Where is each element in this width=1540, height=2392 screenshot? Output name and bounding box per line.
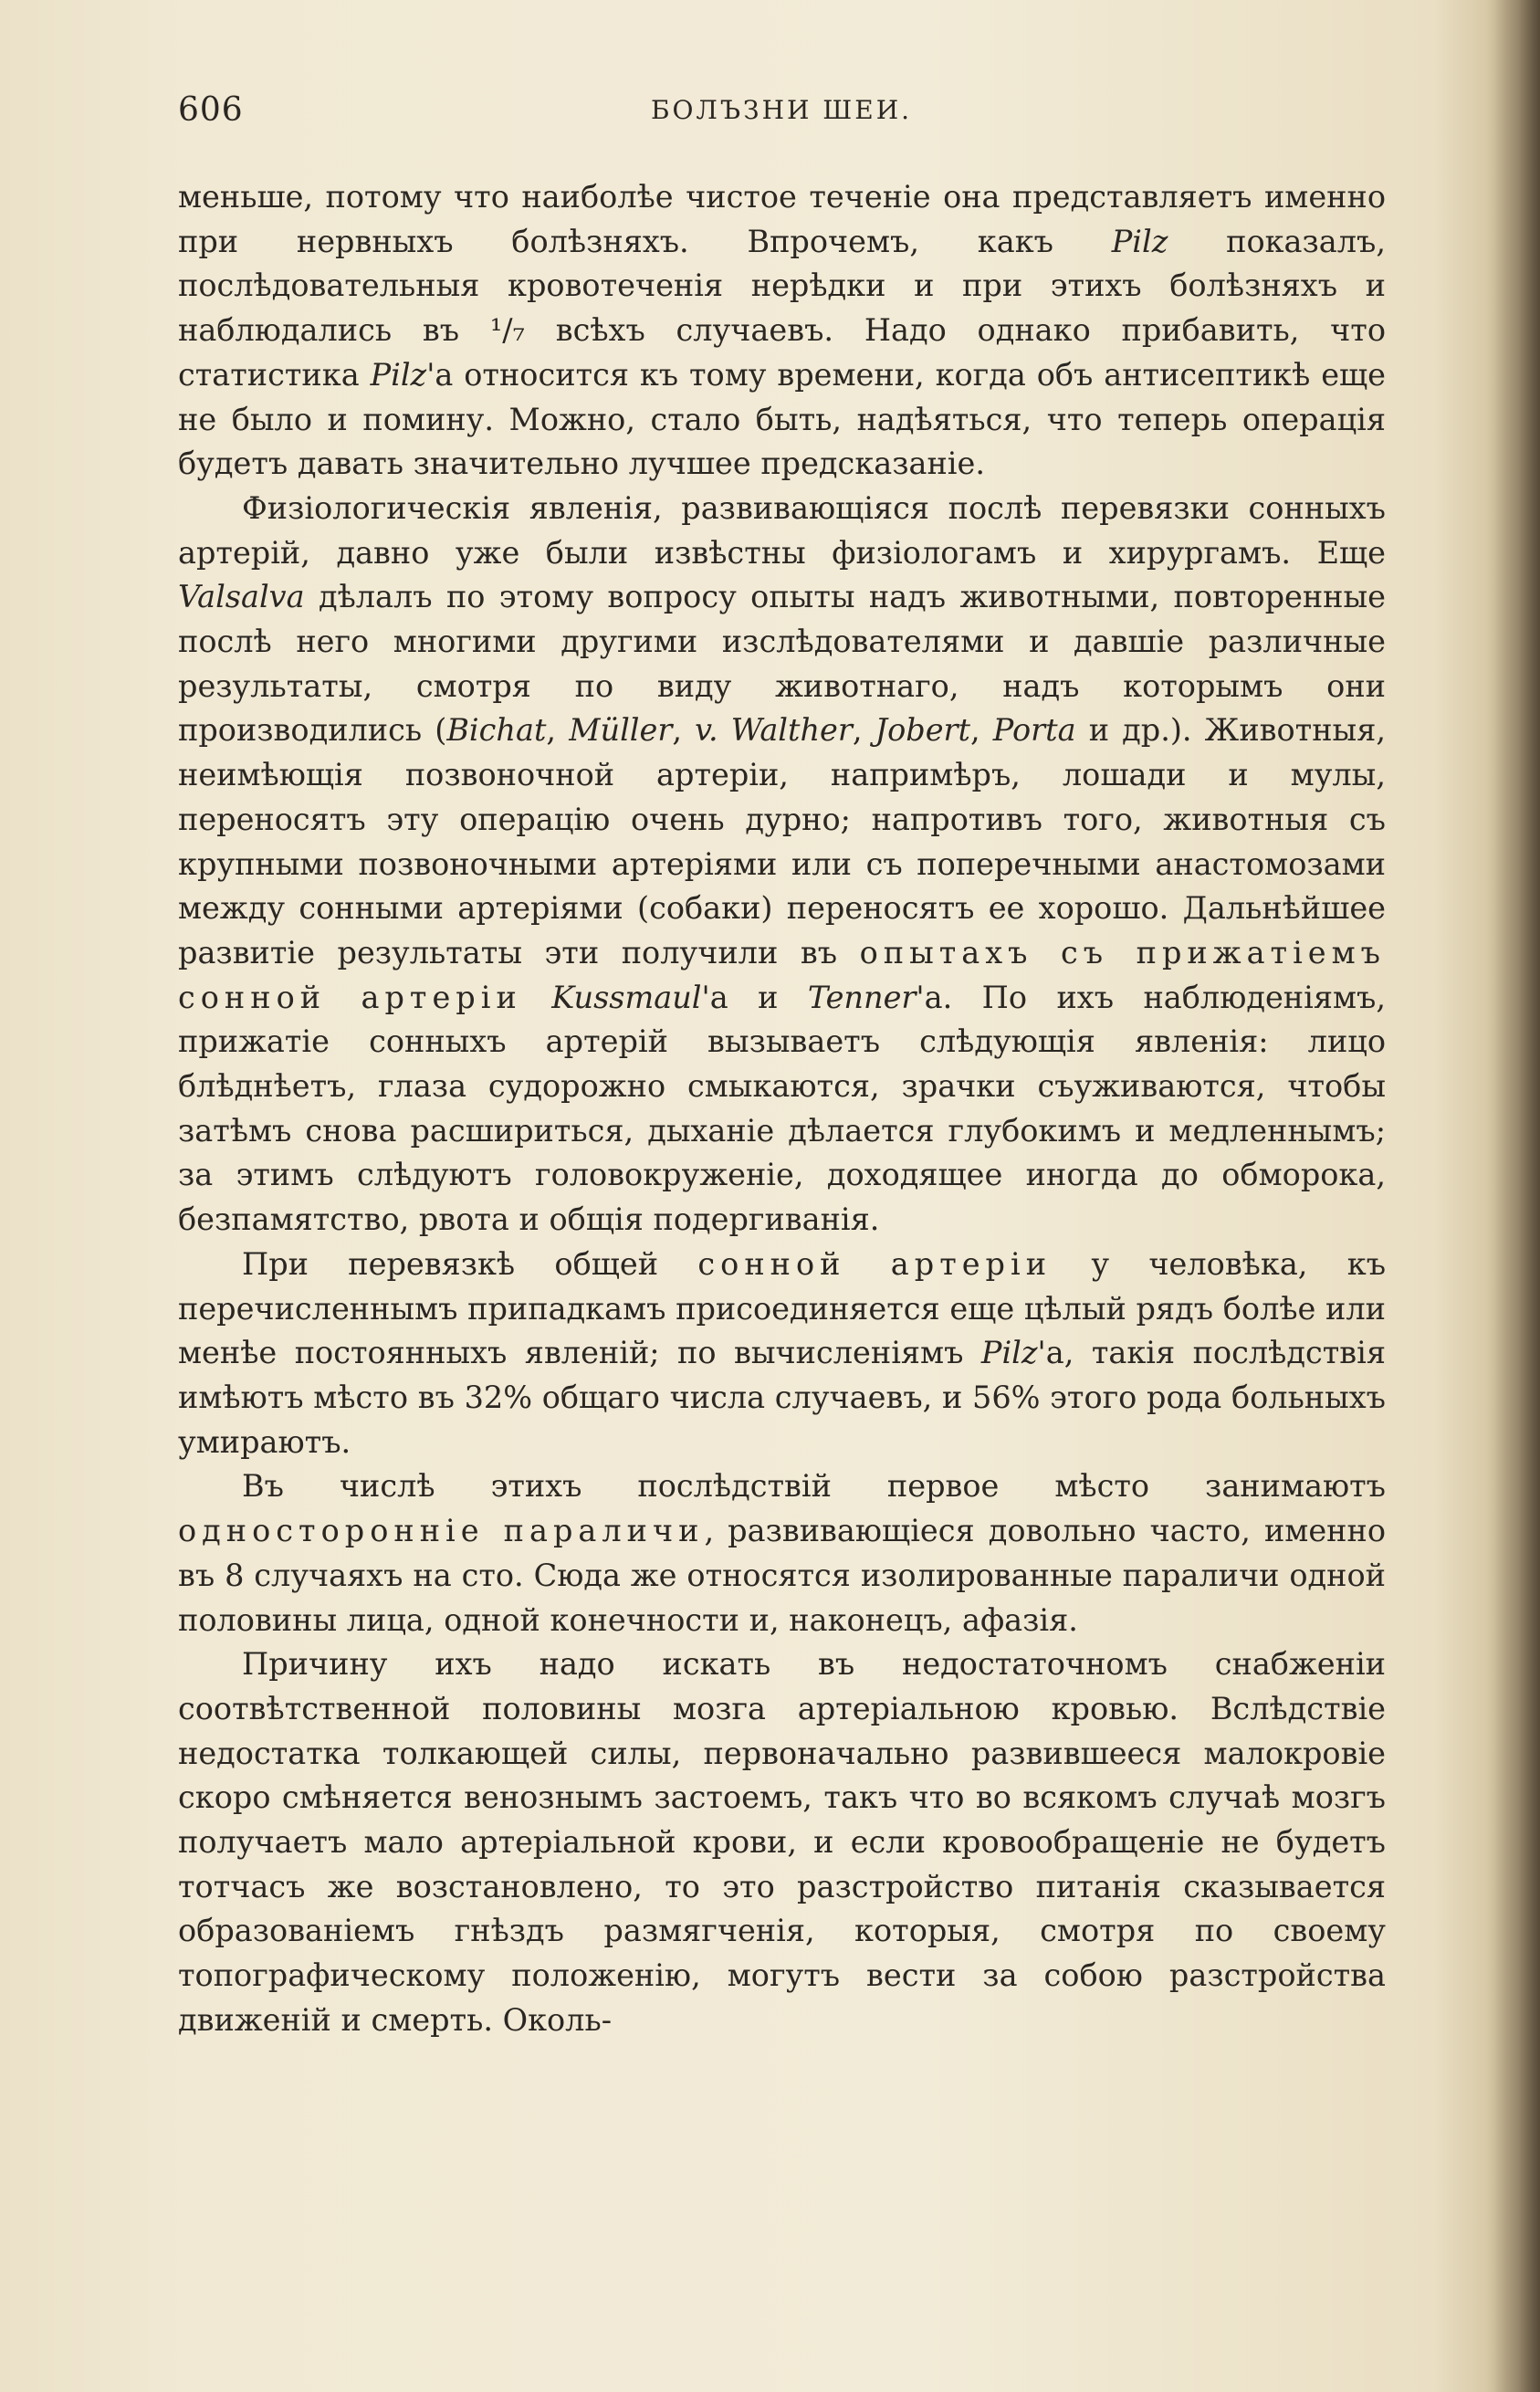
text-run: у человѣка, къ перечисленнымъ припадкамъ присоединяется еще цѣлый рядъ болѣе или менѣе постоянныхъ явленій; по вычисленіямъ xyxy=(178,1245,1387,1371)
text-run: , xyxy=(672,712,696,749)
spaced-emphasis: односторонніе параличи xyxy=(178,1513,705,1549)
italic-name: Müller xyxy=(569,712,673,749)
italic-name: Jobert xyxy=(875,712,971,749)
running-head: БОЛЪЗНИ ШЕИ. xyxy=(650,95,913,125)
italic-name: Valsalva xyxy=(178,579,305,615)
text-run: 'а, такія послѣдствія имѣютъ мѣсто въ 32% общаго числа случаевъ, и 56% этого рода больныхъ умираютъ. xyxy=(178,1335,1386,1460)
italic-name: Porta xyxy=(992,712,1076,749)
text-run: Физіологическія явленія, развивающіяся послѣ перевязки сонныхъ артерій, давно уже были извѣстны физіологамъ и хирургамъ. Еще xyxy=(178,489,1386,571)
paragraph xyxy=(178,1243,1386,1465)
italic-name: Bichat xyxy=(446,712,547,749)
text-run: 'а и xyxy=(701,979,808,1015)
spaced-emphasis: сонной артеріи xyxy=(697,1245,1053,1282)
text-run: , xyxy=(970,712,993,749)
text-run: , xyxy=(852,712,875,749)
italic-name: Kussmaul xyxy=(551,979,702,1015)
text-run: меньше, потому что наиболѣе чистое теченіе она представляетъ именно при нервныхъ болѣзняхъ. Впрочемъ, какъ xyxy=(178,179,1386,259)
paragraph xyxy=(178,1464,1386,1642)
italic-name: Pilz xyxy=(980,1335,1038,1371)
paragraph xyxy=(178,487,1386,1243)
page-number: 606 xyxy=(178,91,244,129)
italic-name: Pilz xyxy=(370,356,427,393)
italic-name: v. Walther xyxy=(695,712,853,749)
text-run: дѣлалъ по этому вопросу опыты надъ животными, повторенные послѣ него многими другими изслѣдователями и давшіе различные результаты, смотря по виду животнаго, надъ которымъ они производились ( xyxy=(178,579,1386,749)
spaced-emphasis: опытахъ съ прижатіемъ сонной артеріи xyxy=(178,934,1386,1015)
text-run: При перевязкѣ общей xyxy=(242,1245,698,1282)
text-run: Въ числѣ этихъ послѣдствій первое мѣсто занимаютъ xyxy=(242,1468,1386,1505)
text-run: , развивающіеся довольно часто, именно въ 8 случаяхъ на сто. Сюда же относятся изолированные параличи одной половины лица, одной конечности и, наконецъ, афазія. xyxy=(178,1513,1386,1638)
text-run: показалъ, послѣдовательныя кровотеченія нерѣдки и при этихъ болѣзняхъ и наблюдались въ ¹/₇ всѣхъ случаевъ. Надо однако прибавить, что статистика xyxy=(178,223,1387,393)
page-header xyxy=(178,91,1385,137)
text-run: 'а. По ихъ наблюденіямъ, прижатіе сонныхъ артерій вызываетъ слѣдующія явленія: лицо блѣднѣетъ, глаза судорожно смыкаются, зрачки съуживаются, чтобы затѣмъ снова расшириться, дыханіе дѣлается глубокимъ и медленнымъ; за этимъ слѣдуютъ головокруженіе, доходящее иногда до обморока, безпамятство, рвота и общія подергиванія. xyxy=(178,979,1387,1238)
paragraph xyxy=(178,175,1386,487)
paragraph xyxy=(178,1642,1386,2042)
text-run: , xyxy=(546,712,570,749)
body-text xyxy=(178,175,1386,2043)
text-run xyxy=(522,980,551,1015)
italic-name: Pilz xyxy=(1111,223,1168,259)
text-run: Причину ихъ надо искать въ недостаточномъ снабженіи соотвѣтственной половины мозга артеріальною кровью. Вслѣдствіе недостатка толкающей силы, первоначально развившееся малокровіе скоро смѣняется венознымъ застоемъ, такъ что во всякомъ случаѣ мозгъ получаетъ мало артеріальной крови, и если кровообращеніе не будетъ тотчасъ же возстановлено, то это разстройство питанія сказывается образованіемъ гнѣздъ размягченія, которыя, смотря по своему топографическому положенію, могутъ вести за собою разстройства движеній и смерть. Околь- xyxy=(178,1646,1386,2038)
text-run: 'а относится къ тому времени, когда объ антисептикѣ еще не было и помину. Можно, стало быть, надѣяться, что теперь операція будетъ давать значительно лучшее предсказаніе. xyxy=(178,356,1387,482)
italic-name: Tenner xyxy=(807,979,917,1015)
text-run: и др.). Животныя, неимѣющія позвоночной артеріи, напримѣръ, лошади и мулы, переносятъ эту операцію очень дурно; напротивъ того, животныя съ крупными позвоночными артеріями или съ поперечными анастомозами между сонными артеріями (собаки) переносятъ ее хорошо. Дальнѣйшее развитіе результаты эти получили въ xyxy=(178,712,1386,970)
